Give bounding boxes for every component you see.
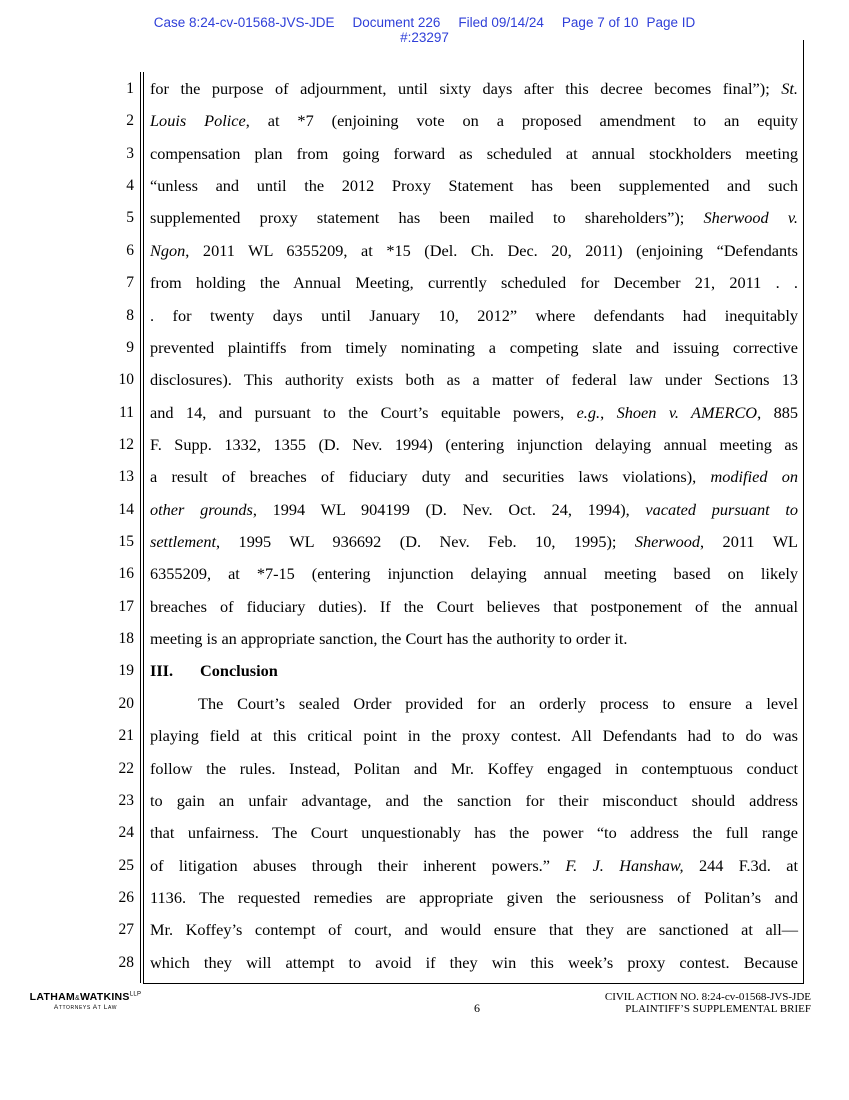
line-number: 22 [118, 759, 134, 777]
text-run: for the purpose of adjournment, until sixty days after this decree becomes final”); [150, 79, 770, 98]
line-number: 3 [126, 144, 134, 162]
footer-caption [605, 991, 811, 1015]
citation-italic: settlement [150, 532, 217, 552]
text-run: 244 F.3d. at [698, 855, 798, 875]
text-line [150, 500, 798, 532]
line-number: 2 [126, 112, 134, 130]
page-number: 6 [474, 1001, 480, 1015]
firm-name-watkins: WATKINS [80, 991, 130, 1003]
section-heading [150, 661, 798, 693]
line-number: 18 [118, 630, 134, 648]
line-number: 1 [126, 80, 134, 97]
text-run: , 1995 WL 936692 (D. Nev. Feb. 10, 1995); [216, 532, 617, 552]
left-margin-rule-outer [140, 72, 141, 983]
firm-subtitle: Attorneys At Law [53, 1004, 118, 1011]
line-number: 21 [118, 727, 134, 745]
section-title: Conclusion [200, 661, 278, 681]
firm-name-llp: LLP [129, 991, 142, 998]
text-line: The Court’s sealed Order provided for an orderly process to ensure a level [198, 693, 798, 713]
text-line: F. Supp. 1332, 1355 (D. Nev. 1994) (entering injunction delaying annual meeting as [150, 434, 798, 454]
text-line: playing field at this critical point in the proxy contest. All Defendants had to do was [150, 726, 798, 746]
text-line: that unfairness. The Court unquestionably has the power “to address the full range [150, 823, 798, 843]
text-run: of litigation abuses through their inherent powers.” [150, 855, 550, 875]
line-number: 8 [126, 306, 134, 324]
line-number: 20 [118, 694, 134, 712]
citation-italic: Sherwood v. [703, 208, 798, 228]
text-run: , [600, 402, 605, 422]
citation-italic: other grounds [150, 499, 253, 519]
text-line: prevented plaintiffs from timely nominating a competing slate and issuing corrective [150, 337, 798, 357]
text-run: and 14, and pursuant to the Court’s equitable powers, [150, 402, 565, 422]
line-number: 13 [118, 468, 134, 486]
text-line: compensation plan from going forward as scheduled at annual stockholders meeting [150, 143, 798, 163]
caption-document-title: PLAINTIFF’S SUPPLEMENTAL BRIEF [625, 1003, 811, 1015]
line-number: 14 [118, 500, 134, 518]
line-number: 26 [118, 888, 134, 906]
section-number: III. [150, 661, 174, 681]
firm-name-ampersand: & [75, 995, 80, 1002]
text-line [150, 111, 798, 143]
text-line [150, 208, 798, 240]
ecf-case-number: Case 8:24-cv-01568-JVS-JDE [153, 15, 335, 30]
line-number: 11 [119, 403, 134, 421]
text-run: , 2011 WL 6355209, at *15 (Del. Ch. Dec. 20, 2011) (enjoining “Defendants [185, 240, 798, 260]
text-line: . for twenty days until January 10, 2012” where defendants had inequitably [150, 305, 798, 325]
ecf-header [0, 15, 849, 45]
firm-name-latham: LATHAM [29, 991, 76, 1003]
ecf-filed-date: Filed 09/14/24 [458, 15, 544, 30]
firm-logo [18, 991, 153, 1011]
line-number: 12 [118, 435, 134, 453]
ecf-page-count: Page 7 of 10 [561, 15, 639, 30]
text-line: disclosures). This authority exists both as a matter of federal law under Sections 13 [150, 370, 798, 390]
firm-name [18, 991, 153, 1003]
text-line [150, 467, 798, 499]
citation-italic: e.g. [576, 402, 601, 422]
left-margin-rule-inner [143, 72, 144, 983]
line-number: 4 [126, 177, 134, 195]
text-line [150, 403, 798, 435]
ecf-page-id-label: Page ID [646, 15, 696, 30]
text-line: meeting is an appropriate sanction, the Court has the authority to order it. [150, 629, 628, 649]
citation-italic: Shoen v. AMERCO [616, 402, 758, 422]
text-line: “unless and until the 2012 Proxy Statement has been supplemented and such [150, 176, 798, 196]
right-margin-rule [803, 40, 804, 983]
text-line: 6355209, at *7-15 (entering injunction delaying annual meeting based on likely [150, 564, 798, 584]
line-number: 10 [118, 371, 134, 389]
citation-italic: modified on [710, 467, 798, 487]
line-numbers [100, 79, 134, 985]
text-line: breaches of fiduciary duties). If the Court believes that postponement of the annual [150, 596, 798, 616]
text-line: follow the rules. Instead, Politan and Mr. Koffey engaged in contemptuous conduct [150, 758, 798, 778]
line-number: 5 [126, 209, 134, 227]
text-run: supplemented proxy statement has been mailed to shareholders”); [150, 208, 685, 228]
text-line: to gain an unfair advantage, and the sanction for their misconduct should address [150, 790, 798, 810]
line-number: 27 [118, 921, 134, 939]
line-number: 24 [118, 824, 134, 842]
ecf-page-id-value: #:23297 [400, 30, 449, 45]
line-number: 19 [118, 662, 134, 680]
citation-italic: Sherwood [634, 532, 701, 552]
line-number: 23 [118, 791, 134, 809]
citation-italic: St. [781, 79, 799, 98]
text-line: Mr. Koffey’s contempt of court, and would ensure that they are sanctioned at all— [150, 920, 798, 940]
line-number: 6 [126, 241, 134, 259]
text-run: , 2011 WL [700, 532, 799, 552]
text-line [150, 79, 798, 111]
line-number: 9 [126, 338, 134, 356]
text-run: a result of breaches of fiduciary duty and securities laws violations), [150, 467, 697, 487]
line-number: 7 [126, 274, 134, 292]
citation-italic: Louis Police [150, 111, 246, 131]
text-run: , at *7 (enjoining vote on a proposed amendment to an equity [245, 111, 799, 131]
line-number: 15 [118, 533, 134, 551]
text-line: which they will attempt to avoid if they win this week’s proxy contest. Because [150, 952, 798, 972]
text-line [150, 856, 798, 888]
citation-italic: F. J. Hanshaw, [565, 855, 684, 875]
text-line [150, 241, 798, 273]
line-number: 28 [118, 953, 134, 971]
text-line [150, 532, 798, 564]
caption-civil-action: CIVIL ACTION NO. 8:24-cv-01568-JVS-JDE [604, 991, 811, 1003]
line-number: 16 [118, 565, 134, 583]
citation-italic: vacated pursuant to [645, 499, 798, 519]
text-line: 1136. The requested remedies are appropriate given the seriousness of Politan’s and [150, 887, 798, 907]
line-number: 17 [118, 597, 134, 615]
brief-body [150, 79, 798, 985]
ecf-document-number: Document 226 [352, 15, 441, 30]
text-run: , 1994 WL 904199 (D. Nev. Oct. 24, 1994), [252, 499, 630, 519]
text-line: from holding the Annual Meeting, currently scheduled for December 21, 2011 . . [150, 273, 798, 293]
citation-italic: Ngon [150, 240, 186, 260]
line-number: 25 [118, 856, 134, 874]
text-run: , 885 [757, 402, 798, 422]
